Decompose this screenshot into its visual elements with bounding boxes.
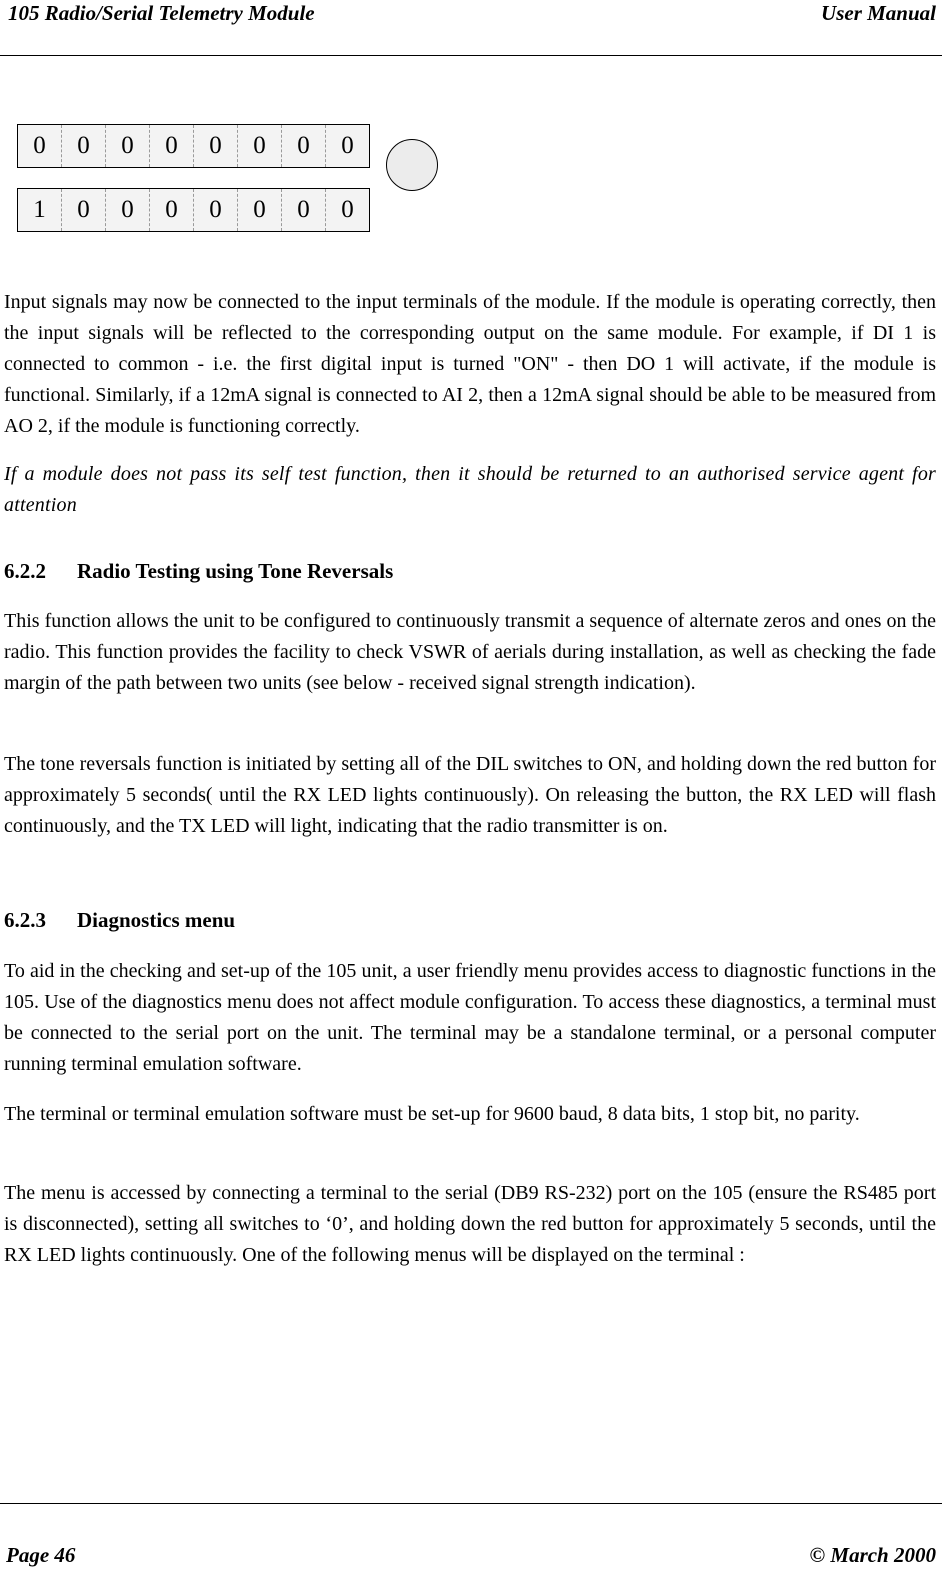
switch-cell: 0 bbox=[106, 125, 150, 167]
paragraph-tone-function: This function allows the unit to be configured to continuously transmit a sequence of alternate zeros and ones on the radio. This function provides the facility to check VSWR of aerials during installation, as well as checking the fade margin of the path between two units (see below - received signal strength indication). bbox=[4, 610, 936, 694]
paragraph-terminal-settings: The terminal or terminal emulation software must be set-up for 9600 baud, 8 data bits, 1 stop bit, no parity. bbox=[4, 1103, 860, 1125]
switch-cell: 0 bbox=[282, 125, 326, 167]
page-header bbox=[0, 0, 948, 30]
switch-cell: 0 bbox=[62, 125, 106, 167]
header-title: 105 Radio/Serial Telemetry Module bbox=[8, 1, 315, 25]
switch-cell: 0 bbox=[282, 189, 326, 231]
section-number: 6.2.2 bbox=[4, 559, 46, 583]
switch-cell: 0 bbox=[341, 132, 354, 159]
copyright-date: © March 2000 bbox=[809, 1543, 936, 1567]
switch-cell: 0 bbox=[62, 189, 106, 231]
section-title: Diagnostics menu bbox=[77, 908, 236, 932]
section-number: 6.2.3 bbox=[4, 908, 46, 932]
paragraph-tone-initiation: The tone reversals function is initiated by setting all of the DIL switches to ON, and holding down the red button for approximately 5 seconds( until the RX LED lights continuously). On releasing the button, the RX LED will flash continuously, and the TX LED will light, indicating that the radio transmitter is on. bbox=[4, 753, 936, 837]
red-button-illustration bbox=[386, 139, 438, 191]
switch-cell: 0 bbox=[150, 189, 194, 231]
section-heading-diagnostics bbox=[4, 906, 235, 934]
paragraph-diagnostics-menu: To aid in the checking and set-up of the 105 unit, a user friendly menu provides access to diagnostic functions in the 105. Use of the diagnostics menu does not affect module configuration. To access these diagnostics, a terminal must be connected to the serial port on the unit. The terminal may be a standalone terminal, or a personal computer running terminal emulation software. bbox=[4, 960, 936, 1075]
switch-cell: 0 bbox=[341, 196, 354, 223]
switch-cell: 0 bbox=[18, 125, 62, 167]
footer-rule bbox=[0, 1503, 942, 1504]
paragraph-menu-access: The menu is accessed by connecting a terminal to the serial (DB9 RS-232) port on the 105 (ensure the RS485 port is disconnected), setting all switches to ‘0’, and holding down the red button for approximately 5 seconds, until the RX LED lights continuously. One of the following menus will be displayed on the terminal : bbox=[4, 1182, 936, 1266]
switch-row-bottom bbox=[17, 188, 370, 232]
switch-row-top bbox=[17, 124, 370, 168]
section-heading-tone-reversals bbox=[4, 557, 393, 585]
switch-cell: 0 bbox=[194, 189, 238, 231]
paragraph-input-signals: Input signals may now be connected to the input terminals of the module. If the module is operating correctly, then the input signals will be reflected to the corresponding output on the same module. For example, if DI 1 is connected to common - i.e. the first digital input is turned "ON" - then DO 1 will activate, if the module is functional. Similarly, if a 12mA signal is connected to AI 2, then a 12mA signal should be able to be measured from AO 2, if the module is functioning correctly. bbox=[4, 291, 936, 437]
paragraph-self-test-note: If a module does not pass its self test function, then it should be returned to an authorised service agent for attention bbox=[4, 463, 936, 516]
switch-cell: 1 bbox=[18, 189, 62, 231]
switch-cell: 0 bbox=[150, 125, 194, 167]
switch-cell: 0 bbox=[238, 189, 282, 231]
switch-cell: 0 bbox=[238, 125, 282, 167]
page-number: Page 46 bbox=[6, 1543, 76, 1567]
header-rule bbox=[0, 55, 942, 56]
section-title: Radio Testing using Tone Reversals bbox=[77, 559, 394, 583]
switch-cell: 0 bbox=[106, 189, 150, 231]
header-manual-label: User Manual bbox=[821, 1, 936, 25]
switch-cell: 0 bbox=[194, 125, 238, 167]
